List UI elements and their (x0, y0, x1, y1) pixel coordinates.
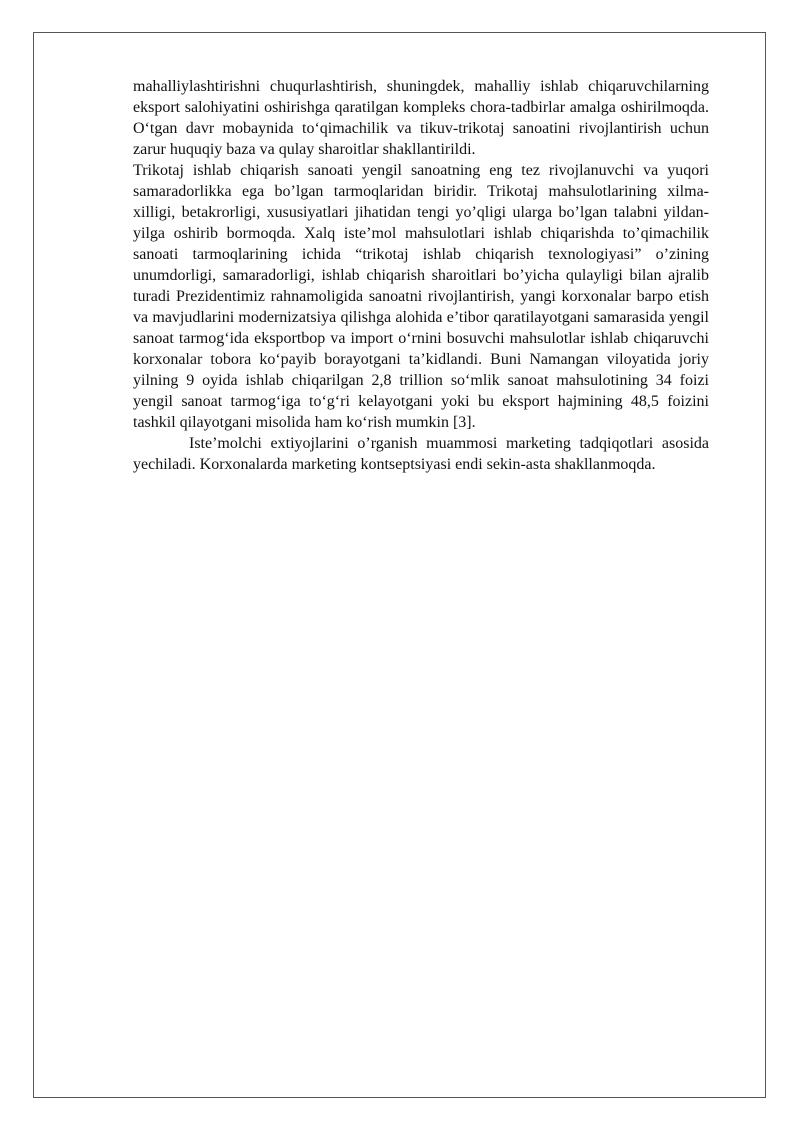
paragraph-1: mahalliylashtirishni chuqurlashtirish, shuningdek, mahalliy ishlab chiqaruvchilarning eksport salohiyatini oshirishga qaratilgan kompleks chora-tadbirlar amalga oshirilmoqda. O‘tgan davr mobaynida to‘qimachilik va tikuv-trikotaj sanoatini rivojlantirish uchun zarur huquqiy baza va qulay sharoitlar shakllantirildi. (133, 78, 709, 158)
paragraph-2: Trikotaj ishlab chiqarish sanoati yengil sanoatning eng tez rivojlanuvchi va yuqori samaradorlikka ega bo’lgan tarmoqlaridan biridir. Trikotaj mahsulotlarining xilma- xilligi, betakrorligi, xususiyatlari jihatidan tengi yo’qligi ularga bo’lgan talabni yildan-yilga oshirib bormoqda. Xalq iste’mol mahsulotlari ishlab chiqarishda to’qimachilik sanoati tarmoqlarining ichida “trikotaj ishlab chiqarish texnologiyasi” o’zining unumdorligi, samaradorligi, ishlab chiqarish sharoitlari bo’yicha qulayligi bilan ajralib turadi Prezidentimiz rahnamoligida sanoatni rivojlantirish, yangi korxonalar barpo etish va mavjudlarini modernizatsiya qilishga alohida e’tibor qaratilayotgani samarasida yengil sanoat tarmog‘ida eksportbop va import o‘rnini bosuvchi mahsulotlar ishlab chiqaruvchi korxonalar tobora ko‘payib borayotgani ta’kidlandi. Buni Namangan viloyatida joriy yilning 9 oyida ishlab chiqarilgan 2,8 trillion so‘mlik sanoat mahsulotining 34 foizi yengil sanoat tarmog‘iga to‘g‘ri kelayotgani yoki bu eksport hajmining 48,5 foizini tashkil qilayotgani misolida ham ko‘rish mumkin [3]. (133, 162, 709, 431)
paragraph-3: Iste’molchi extiyojlarini o’rganish muammosi marketing tadqiqotlari asosida yechiladi. Korxonalarda marketing kontseptsiyasi endi sekin-asta shakllanmoqda. (133, 435, 709, 473)
document-body (133, 76, 709, 475)
